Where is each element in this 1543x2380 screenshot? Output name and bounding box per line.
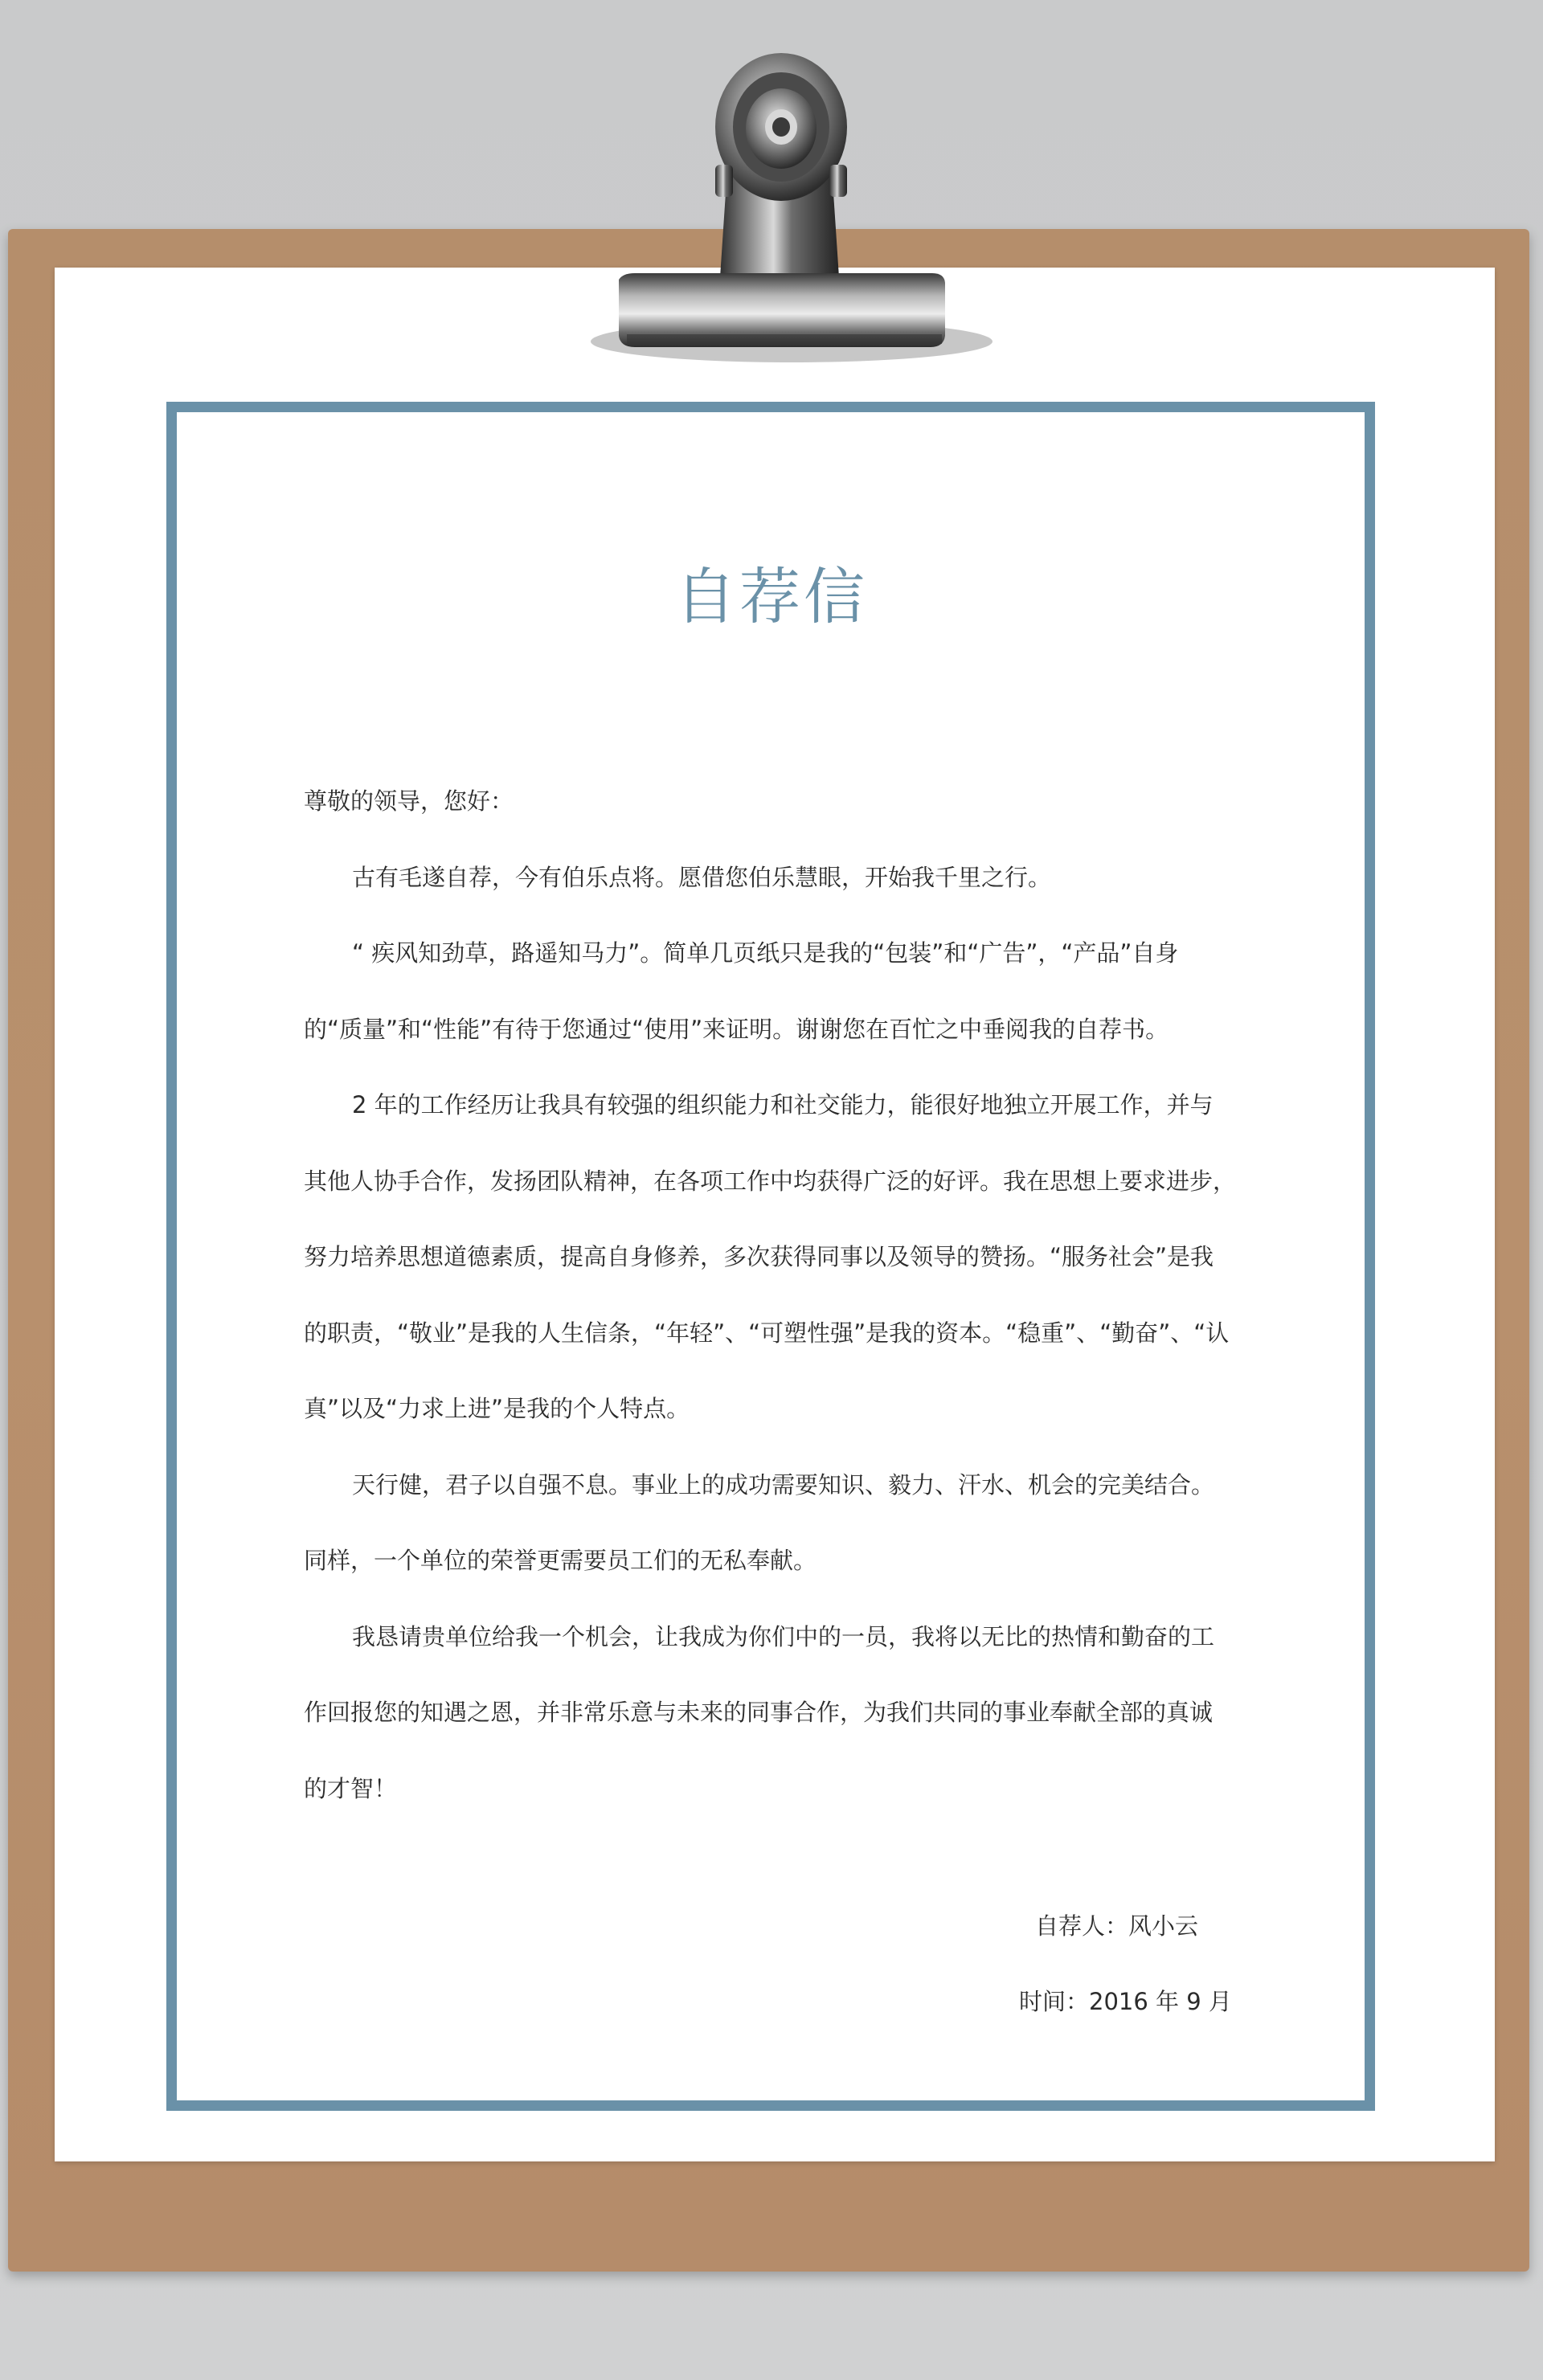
greeting-line: 尊敬的领导，您好： bbox=[304, 787, 514, 815]
letter-body bbox=[304, 763, 1268, 1826]
paragraph-line: 天行健，君子以自强不息。事业上的成功需要知识、毅力、汗水、机会的完美结合。 bbox=[352, 1470, 1215, 1499]
paragraph-line: 2 年的工作经历让我具有较强的组织能力和社交能力，能很好地独立开展工作，并与 bbox=[352, 1091, 1214, 1118]
paragraph-line: 的才智！ bbox=[304, 1774, 398, 1802]
signer-name: 自荐人：风小云 bbox=[1035, 1912, 1199, 1940]
paragraph-line: 作回报您的知遇之恩，并非常乐意与未来的同事合作，为我们共同的事业奉献全部的真诚 bbox=[304, 1699, 1214, 1726]
page-title: 自荐信 bbox=[675, 561, 868, 632]
paragraph-line: 我恳请贵单位给我一个机会，让我成为你们中的一员，我将以无比的热情和勤奋的工 bbox=[352, 1622, 1215, 1650]
paragraph-line: 真”以及“力求上进”是我的个人特点。 bbox=[304, 1395, 690, 1422]
signature-date: 时间：2016 年 9 月 bbox=[1019, 1988, 1232, 2015]
paragraph-line: 其他人协手合作，发扬团队精神，在各项工作中均获得广泛的好评。我在思想上要求进步， bbox=[304, 1167, 1237, 1195]
paragraph-line: 的职责，“敬业”是我的人生信条，“年轻”、“可塑性强”是我的资本。“稳重”、“勤奋”、“认 bbox=[304, 1319, 1230, 1347]
paragraph-line: “ 疾风知劲草，路遥知马力”。简单几页纸只是我的“包装”和“广告”，“产品”自身 bbox=[352, 939, 1179, 967]
paragraph-line: 古有毛遂自荐，今有伯乐点将。愿借您伯乐慧眼，开始我千里之行。 bbox=[352, 863, 1052, 891]
paragraph-line: 同样，一个单位的荣誉更需要员工们的无私奉献。 bbox=[304, 1547, 817, 1574]
signature-block bbox=[1019, 1888, 1340, 2039]
paragraph-line: 努力培养思想道德素质，提高自身修养，多次获得同事以及领导的赞扬。“服务社会”是我 bbox=[304, 1243, 1214, 1270]
paragraph-line: 的“质量”和“性能”有待于您通过“使用”来证明。谢谢您在百忙之中垂阅我的自荐书。 bbox=[304, 1015, 1169, 1043]
